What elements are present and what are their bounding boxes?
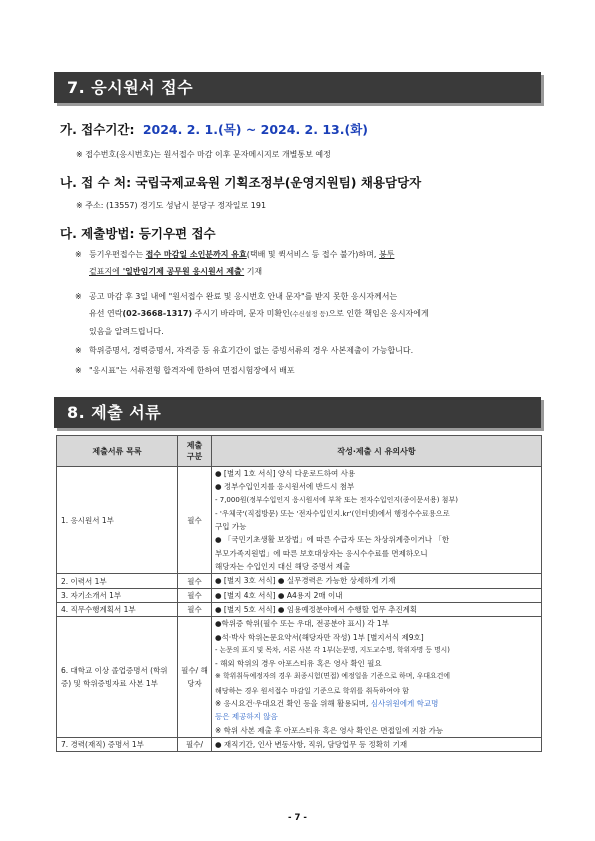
note-highlight: 심사위원에게 학교명	[370, 699, 439, 709]
note-mark: ※	[75, 366, 82, 375]
reception-period-label: 가. 접수기간:	[60, 122, 135, 137]
header-notes: 작성·제출 시 유의사항	[212, 436, 542, 467]
note-line: ● [별지 1호 서식] 양식 다운로드하여 사용	[215, 469, 356, 478]
table-row	[57, 737, 542, 751]
note-text: "응시표"는 서류전형 합격자에 한하여 면접시험장에서 배포	[89, 366, 295, 375]
doc-notes	[212, 588, 542, 602]
note-line: ● [별지 3호 서식] ● 실무경력은 가능한 상세하게 기재	[215, 576, 396, 586]
doc-name: 4. 직무수행계획서 1부	[57, 602, 178, 616]
note-text: 유선 연락	[89, 309, 123, 318]
note-certificates	[75, 342, 549, 359]
note-text: 기재	[244, 267, 263, 276]
note-line: ※ 학위 사본 제출 후 아포스티유 혹은 영사 확인은 면접일에 지참 가능	[215, 725, 444, 735]
section-7-title-bar	[54, 72, 541, 103]
note-contact	[75, 288, 539, 340]
section-8-title: 8. 제출 서류	[67, 403, 162, 422]
note-text: 으로 인한 책임은 응시자에게	[328, 309, 429, 318]
note-text: 있음을 알려드립니다.	[89, 327, 164, 336]
section-7-title: 7. 응시원서 접수	[67, 78, 194, 97]
note-small: (수신설정 등)	[289, 310, 329, 318]
doc-notes	[212, 617, 542, 738]
note-line: ● [별지 5호 서식] ● 임용예정분야에서 수행할 업무 추진계획	[215, 604, 418, 614]
note-line: ※ 학위취득예정자의 경우 최종시험(면접) 예정일을 기준으로 하며, 우대요건에	[215, 672, 451, 681]
doc-type: 필수	[178, 602, 212, 616]
doc-notes	[212, 602, 542, 616]
note-admission-ticket	[75, 362, 539, 379]
table-header-row	[57, 436, 542, 467]
note-line-with-highlight	[215, 697, 538, 710]
note-mark: ※	[75, 346, 82, 355]
heading-reception-period	[60, 120, 368, 138]
note-bold-envelope: '일반임기제 공무원 응시원서 제출'	[119, 267, 245, 276]
note-text: 공고 마감 후 3일 내에 "원서접수 완료 및 응시번호 안내 문자"를 받지 못한 응시자께서는	[89, 292, 398, 301]
note-line: ● [별지 4호 서식] ● A4용지 2매 이내	[215, 590, 343, 600]
doc-type: 필수	[178, 574, 212, 588]
note-text: 등기우편접수는	[89, 250, 146, 259]
note-text: 학위증명서, 경력증명서, 자격증 등 유효기간이 없는 증빙서류의 경우 사본제출이 가능합니다.	[89, 346, 414, 355]
note-line: 구입 가능	[215, 522, 247, 532]
note-mark: ※	[75, 292, 82, 301]
table-row	[57, 574, 542, 588]
note-line: - 7,000원(정부수입인지 응시원서에 부착 또는 전자수입인지(종이문서용) 첨부)	[215, 495, 458, 504]
doc-type: 필수/ 해당자	[178, 617, 212, 738]
note-address: ※ 주소: (13557) 경기도 성남시 분당구 정자일로 191	[76, 201, 267, 210]
table-row	[57, 602, 542, 616]
doc-type: 필수	[178, 467, 212, 574]
note-line: ● 정부수입인지를 응시원서에 반드시 첨부	[215, 482, 355, 492]
note-registered-mail	[75, 246, 539, 280]
header-document-list: 제출서류 목록	[57, 436, 178, 467]
documents-table	[56, 435, 542, 752]
note-line: - '우체국'(직접방문) 또는 '전자수입인지.kr'(인터넷)에서 행정수수료용으로	[215, 508, 450, 518]
doc-notes	[212, 737, 542, 751]
note-text: 주시기 바라며, 문자 미확인	[192, 309, 290, 318]
note-line: 해당자는 수입인지 대신 해당 증명서 제출	[215, 562, 351, 572]
note-underline: 봉투	[378, 250, 395, 259]
table-row	[57, 617, 542, 738]
note-mark: ※	[75, 250, 82, 259]
header-submission-type: 제출 구분	[178, 436, 212, 467]
table-row	[57, 467, 542, 574]
note-text: (택배 및 퀵서비스 등 접수 불가)하며,	[246, 250, 379, 259]
contact-phone: (02-3668-1317)	[122, 309, 193, 318]
note-line: ● 재직기간, 인사 변동사항, 직위, 담당업무 등 정확히 기재	[215, 739, 408, 749]
doc-type: 필수	[178, 588, 212, 602]
note-line: ●석·박사 학위논문요약서(해당자만 작성) 1부 [별지서식 제9호]	[215, 632, 424, 642]
note-highlight: 등은 제공하지 않음	[215, 712, 278, 722]
note-underline: 겉표지에	[89, 267, 120, 276]
note-line: - 해외 학위의 경우 아포스티유 혹은 영사 확인 필요	[215, 659, 382, 669]
doc-notes	[212, 574, 542, 588]
note-text: ※ 응시요건·우대요건 확인 등을 위해 활용되며,	[215, 699, 371, 709]
note-bold-valid: 접수 마감일 소인분까지 유효	[145, 250, 247, 259]
table-row	[57, 588, 542, 602]
doc-name: 3. 자기소개서 1부	[57, 588, 178, 602]
note-line: ● 「국민기초생활 보장법」에 따른 수급자 또는 차상위계층이거나 「한	[215, 535, 450, 545]
note-line: ●학위증 학위(필수 또는 우대, 전공분야 표시) 각 1부	[215, 619, 389, 629]
heading-submission-method: 다. 제출방법: 등기우편 접수	[60, 226, 216, 241]
note-line: 해당하는 경우 원서접수 마감일 기준으로 학위를 취득하여야 함	[215, 685, 409, 695]
note-applicant-number: ※ 접수번호(응시번호)는 원서접수 마감 이후 문자메시지로 개별통보 예정	[76, 150, 331, 159]
section-8-title-bar	[54, 397, 541, 428]
note-line: - 논문의 표지 및 목차, 서론 사본 각 1부(논문명, 지도교수명, 학위자명 등 명시)	[215, 645, 450, 654]
doc-name: 7. 경력(재직) 증명서 1부	[57, 737, 178, 751]
doc-notes	[212, 467, 542, 574]
doc-name: 2. 이력서 1부	[57, 574, 178, 588]
doc-type: 필수/	[178, 737, 212, 751]
page-number: - 7 -	[288, 813, 307, 823]
heading-reception-office: 나. 접 수 처: 국립국제교육원 기획조정부(운영지원팀) 채용담당자	[60, 175, 422, 190]
reception-period-dates: 2024. 2. 1.(목) ~ 2024. 2. 13.(화)	[142, 122, 368, 137]
doc-name: 6. 대학교 이상 졸업증명서 (학위증) 및 학위증빙자료 사본 1부	[57, 617, 178, 738]
doc-name: 1. 응시원서 1부	[57, 467, 178, 574]
note-line: 부모가족지원법」에 따른 보호대상자는 응시수수료를 면제하오니	[215, 548, 428, 558]
